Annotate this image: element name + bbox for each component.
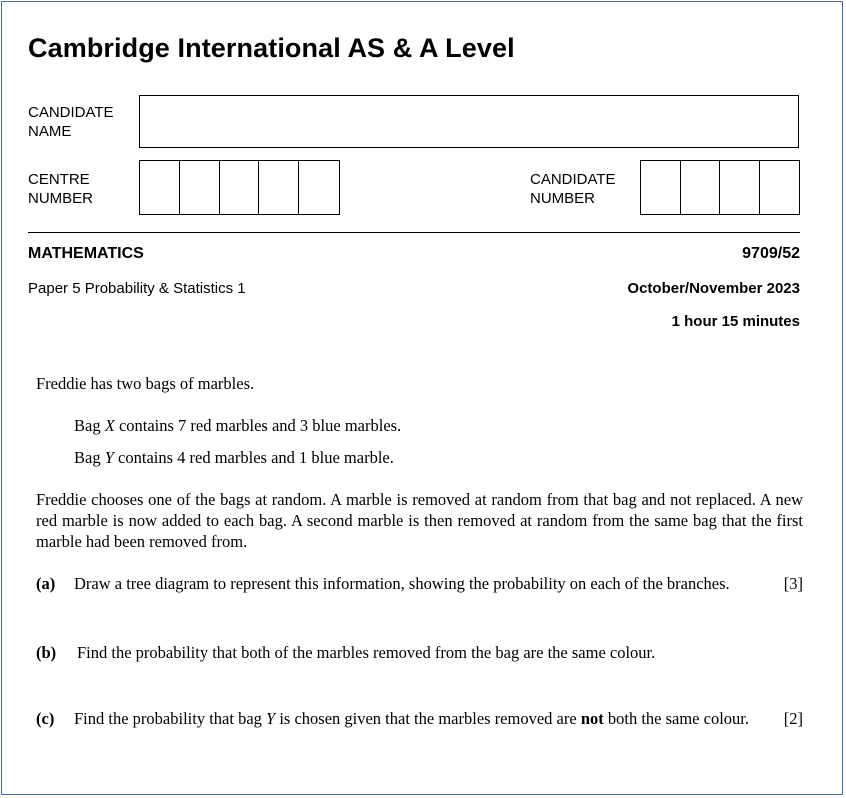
header-divider — [28, 232, 800, 233]
exam-duration: 1 hour 15 minutes — [671, 313, 800, 330]
paper-code: 9709/52 — [742, 245, 800, 262]
question-intro: Freddie has two bags of marbles. — [36, 374, 255, 393]
marks-badge: [3] — [783, 574, 803, 593]
candidate-number-cell[interactable] — [720, 161, 760, 214]
exam-session: October/November 2023 — [627, 280, 800, 297]
bag-x-text: Bag X contains 7 red marbles and 3 blue marbles. — [74, 416, 402, 435]
exam-board-title: Cambridge International AS & A Level — [28, 33, 515, 63]
candidate-number-cell[interactable] — [760, 161, 799, 214]
bag-y-text: Bag Y contains 4 red marbles and 1 blue marble. — [74, 448, 394, 467]
candidate-number-field[interactable] — [640, 160, 800, 215]
subject-title: MATHEMATICS — [28, 245, 144, 262]
candidate-name-label: CANDIDATE NAME — [28, 104, 114, 140]
centre-number-label: CENTRE NUMBER — [28, 171, 94, 207]
question-part-a: (a) Draw a tree diagram to represent this information, showing the probability on each of the branches. [3] — [36, 574, 803, 593]
question-part-c: (c) Find the probability that bag Y is chosen given that the marbles removed are not both the same colour. [2] — [36, 709, 803, 728]
centre-number-cell[interactable] — [140, 161, 180, 214]
centre-number-cell[interactable] — [259, 161, 299, 214]
centre-number-field[interactable] — [139, 160, 340, 215]
question-body: Freddie chooses one of the bags at random. A marble is removed at random from that bag and not replaced. A new red marble is now added to each bag. A second marble is then removed at random from the same bag that the first marble had been removed from. — [36, 490, 803, 551]
candidate-name-field[interactable] — [139, 95, 799, 148]
question-part-b: (b) Find the probability that both of the marbles removed from the bag are the same colour. — [36, 643, 656, 662]
paper-name: Paper 5 Probability & Statistics 1 — [28, 280, 246, 297]
candidate-number-cell[interactable] — [681, 161, 721, 214]
marks-badge: [2] — [783, 709, 803, 728]
centre-number-cell[interactable] — [220, 161, 260, 214]
candidate-number-label: CANDIDATE NUMBER — [530, 171, 616, 207]
candidate-number-cell[interactable] — [641, 161, 681, 214]
centre-number-cell[interactable] — [180, 161, 220, 214]
centre-number-cell[interactable] — [299, 161, 339, 214]
